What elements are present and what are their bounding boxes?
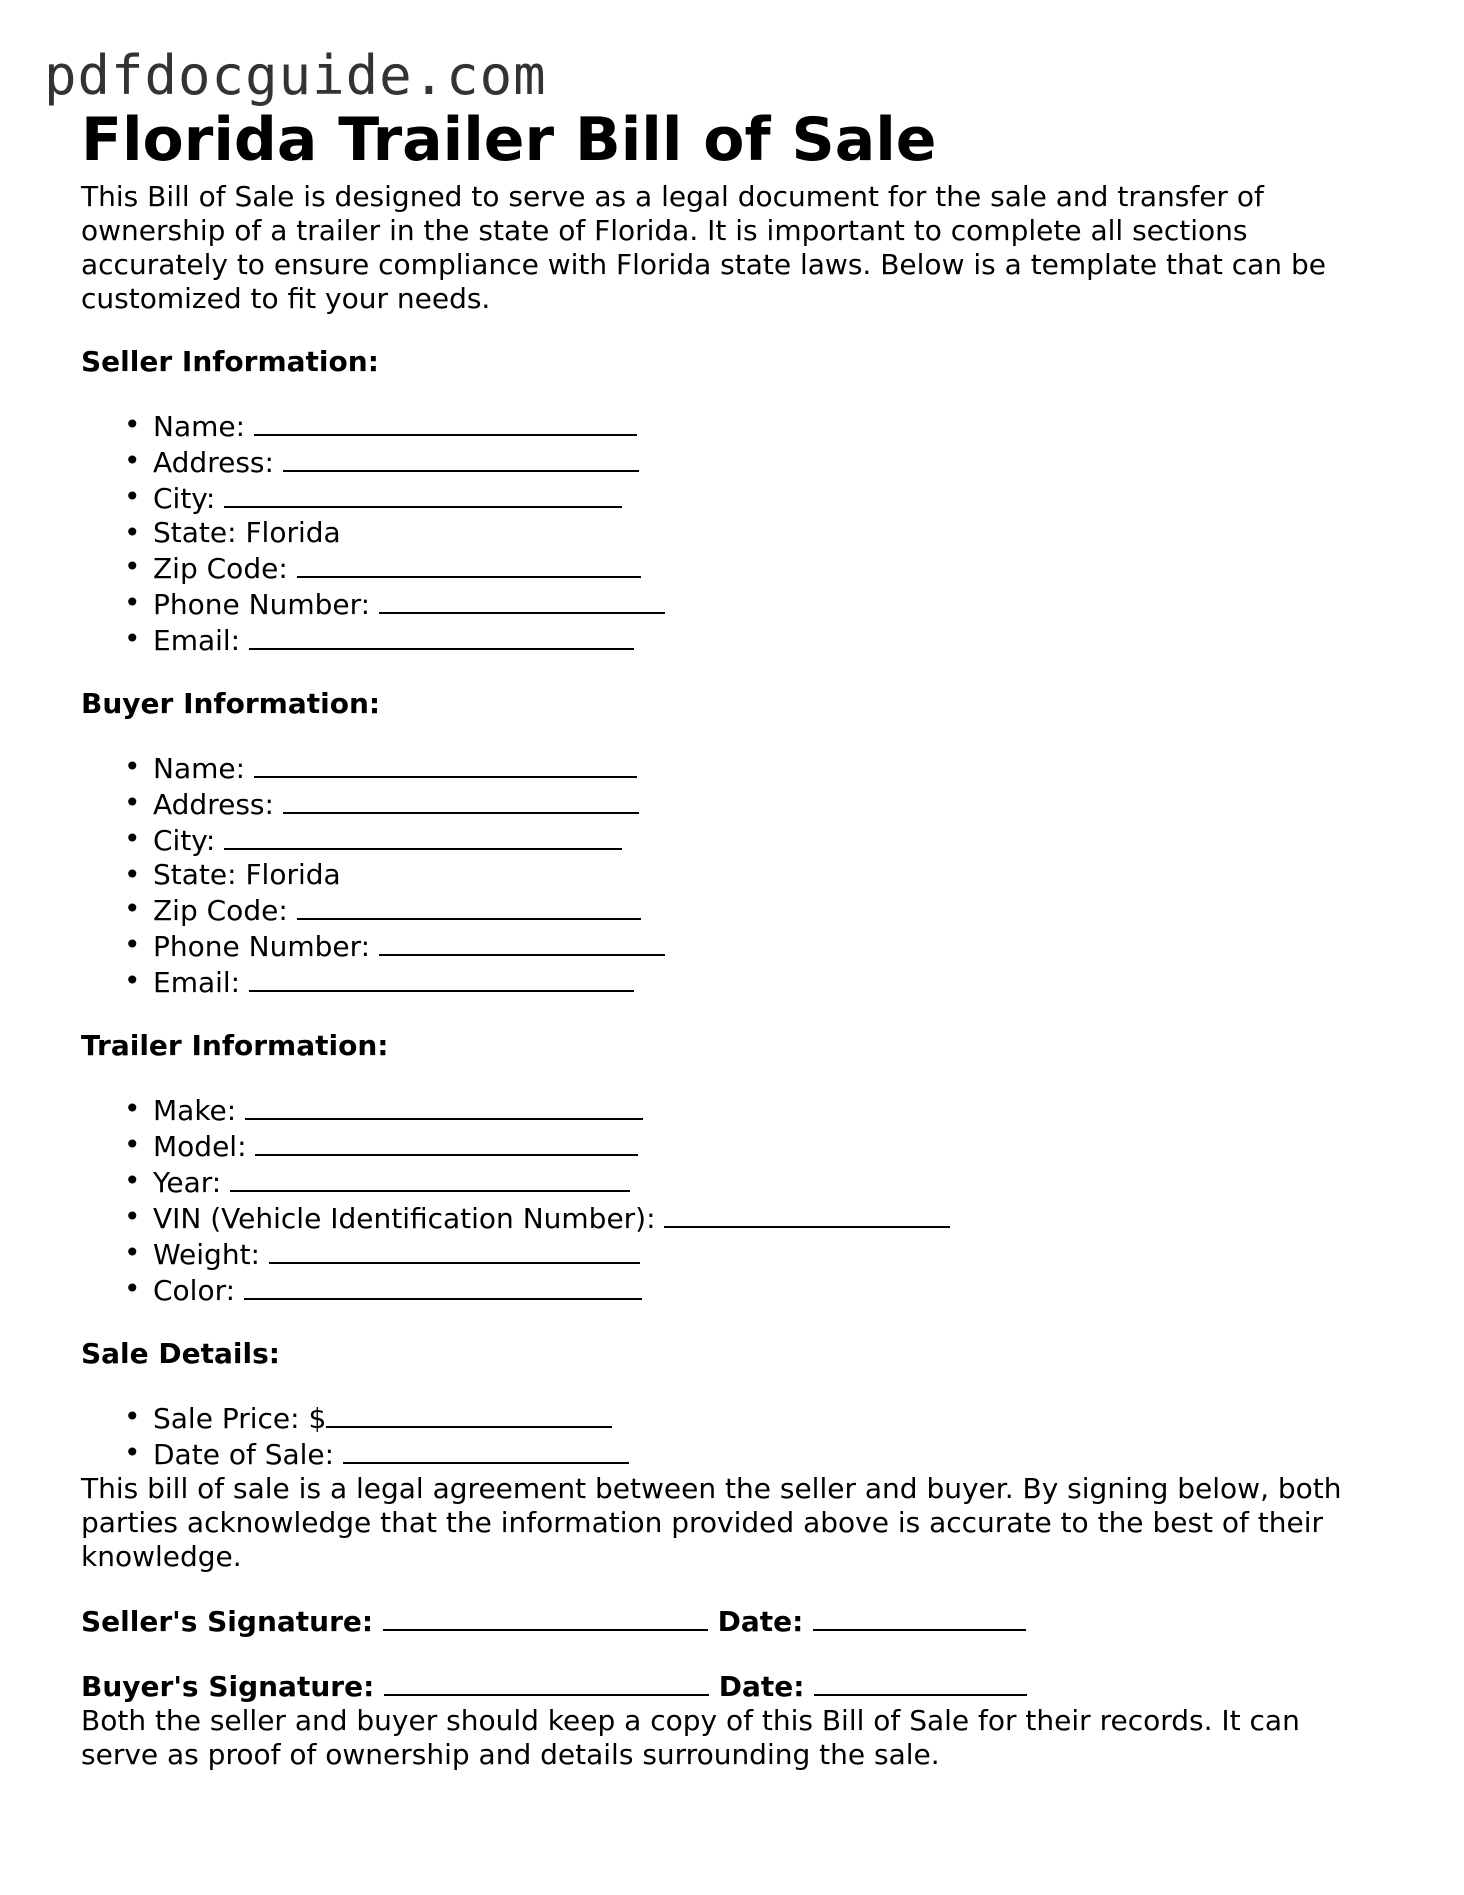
seller-state-item <box>81 516 1381 550</box>
bullet-icon: • <box>124 444 141 477</box>
trailer-year-label: Year: <box>153 1166 231 1199</box>
buyer-name-item <box>81 750 1381 786</box>
seller-zip-field[interactable] <box>297 550 641 578</box>
buyer-name-label: Name: <box>153 752 254 785</box>
bullet-icon: • <box>124 964 141 997</box>
sale-price-item <box>81 1400 1381 1436</box>
bullet-icon: • <box>124 892 141 925</box>
sale-date-label: Date of Sale: <box>153 1438 343 1471</box>
trailer-year-field[interactable] <box>230 1164 630 1192</box>
buyer-date-label: Date: <box>709 1670 815 1703</box>
seller-address-label: Address: <box>153 446 283 479</box>
buyer-phone-field[interactable] <box>379 928 665 956</box>
seller-date-label: Date: <box>707 1605 814 1638</box>
trailer-vin-field[interactable] <box>664 1200 950 1228</box>
seller-city-field[interactable] <box>224 480 622 508</box>
bullet-icon: • <box>124 516 141 549</box>
trailer-vin-label: VIN (Vehicle Identification Number): <box>153 1202 665 1235</box>
buyer-signature-field[interactable] <box>384 1668 709 1696</box>
bullet-icon: • <box>124 586 141 619</box>
seller-name-item <box>81 408 1381 444</box>
seller-phone-label: Phone Number: <box>153 588 379 621</box>
bullet-icon: • <box>124 1092 141 1125</box>
buyer-section-heading: Buyer Information: <box>81 687 381 720</box>
buyer-address-item <box>81 786 1381 822</box>
seller-date-field[interactable] <box>813 1603 1026 1631</box>
seller-address-item <box>81 444 1381 480</box>
buyer-zip-field[interactable] <box>297 892 641 920</box>
bullet-icon: • <box>124 1236 141 1269</box>
document-title: Florida Trailer Bill of Sale <box>81 105 937 175</box>
buyer-signature-label: Buyer's Signature: <box>81 1670 385 1703</box>
seller-city-item <box>81 480 1381 516</box>
buyer-signature-line <box>81 1668 1381 1704</box>
seller-field-list <box>81 408 1381 658</box>
bullet-icon: • <box>124 622 141 655</box>
bullet-icon: • <box>124 1400 141 1433</box>
trailer-make-item <box>81 1092 1381 1128</box>
trailer-model-item <box>81 1128 1381 1164</box>
trailer-make-label: Make: <box>153 1094 246 1127</box>
intro-paragraph: This Bill of Sale is designed to serve as a legal document for the sale and transfer of ownership of a trailer in the state of Florida. It is important to complete all sections accurately to ensure compliance with Florida state laws. Below is a template that can be customized to fit your needs. <box>81 180 1326 315</box>
bullet-icon: • <box>124 480 141 513</box>
trailer-field-list <box>81 1092 1381 1308</box>
buyer-phone-item <box>81 928 1381 964</box>
closing-paragraph: Both the seller and buyer should keep a copy of this Bill of Sale for their records. It can serve as proof of ownership and details surrounding the sale. <box>81 1704 1300 1771</box>
buyer-phone-label: Phone Number: <box>153 930 379 963</box>
trailer-make-field[interactable] <box>245 1092 643 1120</box>
trailer-vin-item <box>81 1200 1381 1236</box>
bill-of-sale-document <box>81 100 1381 1772</box>
seller-phone-field[interactable] <box>379 586 665 614</box>
bullet-icon: • <box>124 1436 141 1469</box>
seller-zip-label: Zip Code: <box>153 552 297 585</box>
trailer-section-heading: Trailer Information: <box>81 1029 389 1062</box>
seller-address-field[interactable] <box>283 444 639 472</box>
buyer-name-field[interactable] <box>254 750 637 778</box>
buyer-email-label: Email: <box>153 966 250 999</box>
trailer-color-label: Color: <box>153 1274 244 1307</box>
buyer-city-field[interactable] <box>224 822 622 850</box>
buyer-address-field[interactable] <box>283 786 639 814</box>
bullet-icon: • <box>124 1128 141 1161</box>
sale-section-heading: Sale Details: <box>81 1337 280 1370</box>
trailer-year-item <box>81 1164 1381 1200</box>
buyer-zip-item <box>81 892 1381 928</box>
seller-zip-item <box>81 550 1381 586</box>
watermark-text: pdfdocguide.com <box>44 44 547 107</box>
seller-name-label: Name: <box>153 410 254 443</box>
bullet-icon: • <box>124 786 141 819</box>
seller-city-label: City: <box>153 482 225 515</box>
buyer-state-label: State: Florida <box>153 858 341 891</box>
buyer-city-item <box>81 822 1381 858</box>
trailer-model-field[interactable] <box>255 1128 638 1156</box>
buyer-field-list <box>81 750 1381 1000</box>
buyer-address-label: Address: <box>153 788 283 821</box>
buyer-state-item <box>81 858 1381 892</box>
buyer-city-label: City: <box>153 824 225 857</box>
sale-price-field[interactable] <box>326 1400 612 1428</box>
buyer-email-field[interactable] <box>249 964 634 992</box>
buyer-zip-label: Zip Code: <box>153 894 297 927</box>
trailer-weight-item <box>81 1236 1381 1272</box>
trailer-color-item <box>81 1272 1381 1308</box>
trailer-model-label: Model: <box>153 1130 256 1163</box>
seller-email-label: Email: <box>153 624 250 657</box>
seller-phone-item <box>81 586 1381 622</box>
seller-email-item <box>81 622 1381 658</box>
bullet-icon: • <box>124 1164 141 1197</box>
bullet-icon: • <box>124 1200 141 1233</box>
buyer-date-field[interactable] <box>814 1668 1027 1696</box>
agreement-paragraph: This bill of sale is a legal agreement between the seller and buyer. By signing below, both parties acknowledge that the information provided above is accurate to the best of their knowledge. <box>81 1472 1342 1573</box>
seller-section-heading: Seller Information: <box>81 345 379 378</box>
sale-price-label: Sale Price: $ <box>153 1402 327 1435</box>
bullet-icon: • <box>124 928 141 961</box>
bullet-icon: • <box>124 750 141 783</box>
trailer-color-field[interactable] <box>244 1272 642 1300</box>
buyer-email-item <box>81 964 1381 1000</box>
trailer-weight-label: Weight: <box>153 1238 269 1271</box>
bullet-icon: • <box>124 822 141 855</box>
seller-email-field[interactable] <box>249 622 634 650</box>
seller-signature-line <box>81 1603 1381 1639</box>
sale-field-list <box>81 1400 1381 1472</box>
seller-state-label: State: Florida <box>153 516 341 549</box>
trailer-weight-field[interactable] <box>269 1236 640 1264</box>
seller-signature-field[interactable] <box>383 1603 708 1631</box>
bullet-icon: • <box>124 408 141 441</box>
sale-date-item <box>81 1436 1381 1472</box>
bullet-icon: • <box>124 550 141 583</box>
sale-date-field[interactable] <box>343 1436 629 1464</box>
seller-signature-label: Seller's Signature: <box>81 1605 383 1638</box>
bullet-icon: • <box>124 858 141 891</box>
seller-name-field[interactable] <box>254 408 637 436</box>
bullet-icon: • <box>124 1272 141 1305</box>
